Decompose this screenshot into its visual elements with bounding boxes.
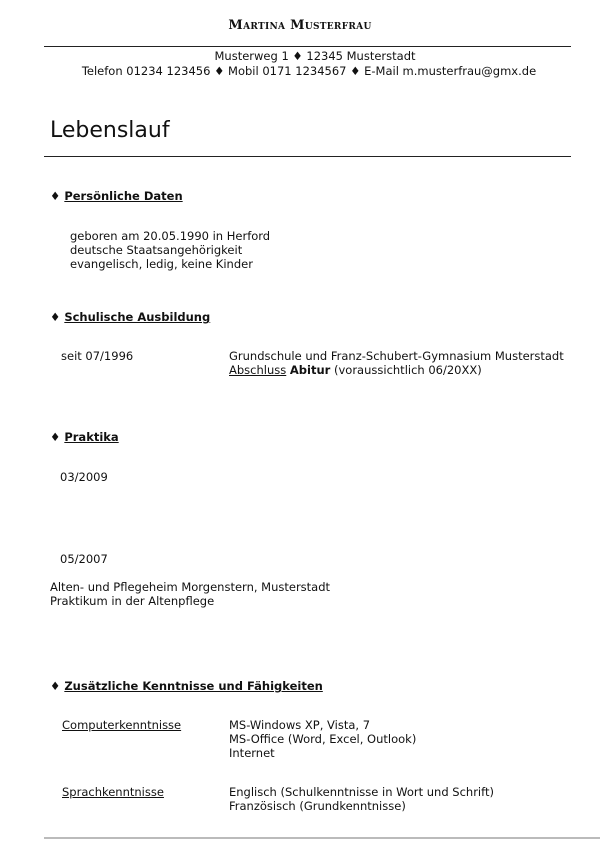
- section-heading-text: Persönliche Daten: [64, 189, 183, 203]
- praktikum-place: Alten- und Pflegeheim Morgenstern, Musterstadt: [50, 580, 331, 594]
- computer-skill-os: MS-Windows XP, Vista, 7: [229, 718, 371, 732]
- school-name: Grundschule und Franz-Schubert-Gymnasium Musterstadt: [229, 349, 564, 363]
- praktikum-date-1: 03/2009: [60, 470, 108, 484]
- bullet-icon: ♦: [50, 189, 61, 203]
- computer-skills-label: Computerkenntnisse: [62, 718, 182, 732]
- bullet-icon: ♦: [50, 679, 61, 693]
- language-skill-english: Englisch (Schulkenntnisse in Wort und Schrift): [229, 785, 494, 799]
- computer-skill-internet: Internet: [229, 746, 275, 760]
- applicant-name: Martina Musterfrau: [228, 18, 372, 33]
- document-title: Lebenslauf: [50, 118, 170, 143]
- section-heading-personal: [50, 189, 183, 203]
- title-divider: [44, 156, 571, 157]
- school-degree: [229, 363, 482, 377]
- header-divider: [44, 46, 571, 47]
- section-heading-skills: [50, 679, 323, 693]
- section-heading-praktika: [50, 430, 119, 444]
- school-date: seit 07/1996: [61, 349, 134, 363]
- praktikum-description: Praktikum in der Altenpflege: [50, 594, 215, 608]
- personal-citizenship: deutsche Staatsangehörigkeit: [70, 243, 243, 257]
- section-heading-text: Zusätzliche Kenntnisse und Fähigkeiten: [64, 679, 323, 693]
- personal-birth: geboren am 20.05.1990 in Herford: [70, 229, 271, 243]
- degree-note: (voraussichtlich 06/20XX): [334, 363, 482, 377]
- degree-label: Abschluss: [229, 363, 287, 377]
- praktikum-date-2: 05/2007: [60, 552, 108, 566]
- footer-divider: [44, 837, 600, 839]
- degree-value: Abitur: [289, 363, 331, 377]
- address-line: Musterweg 1 ♦ 12345 Musterstadt: [214, 49, 416, 63]
- section-heading-text: Praktika: [64, 430, 119, 444]
- bullet-icon: ♦: [50, 430, 61, 444]
- section-heading-text: Schulische Ausbildung: [64, 310, 211, 324]
- bullet-icon: ♦: [50, 310, 61, 324]
- computer-skill-office: MS-Office (Word, Excel, Outlook): [229, 732, 417, 746]
- section-heading-school: [50, 310, 210, 324]
- language-skills-label: Sprachkenntnisse: [62, 785, 164, 799]
- language-skill-french: Französisch (Grundkenntnisse): [229, 799, 406, 813]
- contact-line: Telefon 01234 123456 ♦ Mobil 0171 1234567 ♦ E-Mail m.musterfrau@gmx.de: [81, 64, 537, 78]
- personal-status: evangelisch, ledig, keine Kinder: [70, 257, 253, 271]
